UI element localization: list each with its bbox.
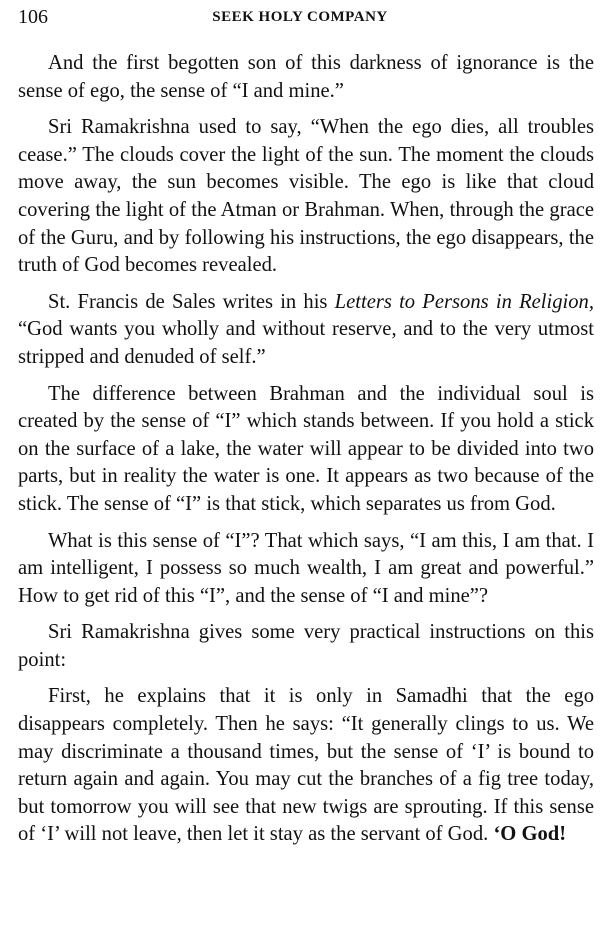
book-title: Letters to Persons in Religion,: [334, 290, 594, 313]
paragraph-samadhi: [18, 683, 594, 849]
paragraph-sense-of-i: What is this sense of “I”? That which says, “I am this, I am that. I am intelligent, I possess so much wealth, I am great and powerful.” How to get rid of this “I”, and the sense of “I and mine”?: [18, 529, 594, 607]
samadhi-text: First, he explains that it is only in Samadhi that the ego disappears completely. Then he says: “It generally clings to us. We may discriminate a thousand times, but the sense of ‘I’ is bound to return again and again. You may cut the branches of a fig tree today, but tomorrow you will see that new twigs are sprouting. If this sense of ‘I’ will not leave, then let it stay as the servant of God.: [18, 685, 594, 846]
body-text: [18, 50, 594, 849]
paragraph-ego-cloud: Sri Ramakrishna used to say, “When the ego dies, all troubles cease.” The clouds cover the light of the sun. The moment the clouds move away, the sun becomes visible. The ego is like that cloud covering the light of the Atman or Brahman. When, through the grace of the Guru, and by following his instructions, the ego disappears, the truth of God becomes revealed.: [18, 116, 594, 277]
bold-ending: ‘O God!: [493, 823, 567, 846]
quote-text: “God wants you wholly and without reserve, and to the very utmost stripped and denuded of self.”: [18, 318, 594, 368]
paragraph-stick-analogy: The difference between Brahman and the individual soul is created by the sense of “I” which stands between. If you hold a stick on the surface of a lake, the water will appear to be divided into two parts, but in reality the water is one. It appears as two because of the stick. The sense of “I” is that stick, which separates us from God.: [18, 382, 594, 515]
paragraph-francis-de-sales: [18, 289, 594, 372]
paragraph-instructions-intro: Sri Ramakrishna gives some very practical instructions on this point:: [18, 621, 594, 671]
page-header: [18, 6, 582, 32]
paragraph-ego-son: And the first begotten son of this darkness of ignorance is the sense of ego, the sense of “I and mine.”: [18, 52, 594, 102]
page-number: 106: [18, 6, 48, 28]
quote-intro: St. Francis de Sales writes in his: [48, 290, 335, 313]
running-head: SEEK HOLY COMPANY: [212, 9, 388, 25]
